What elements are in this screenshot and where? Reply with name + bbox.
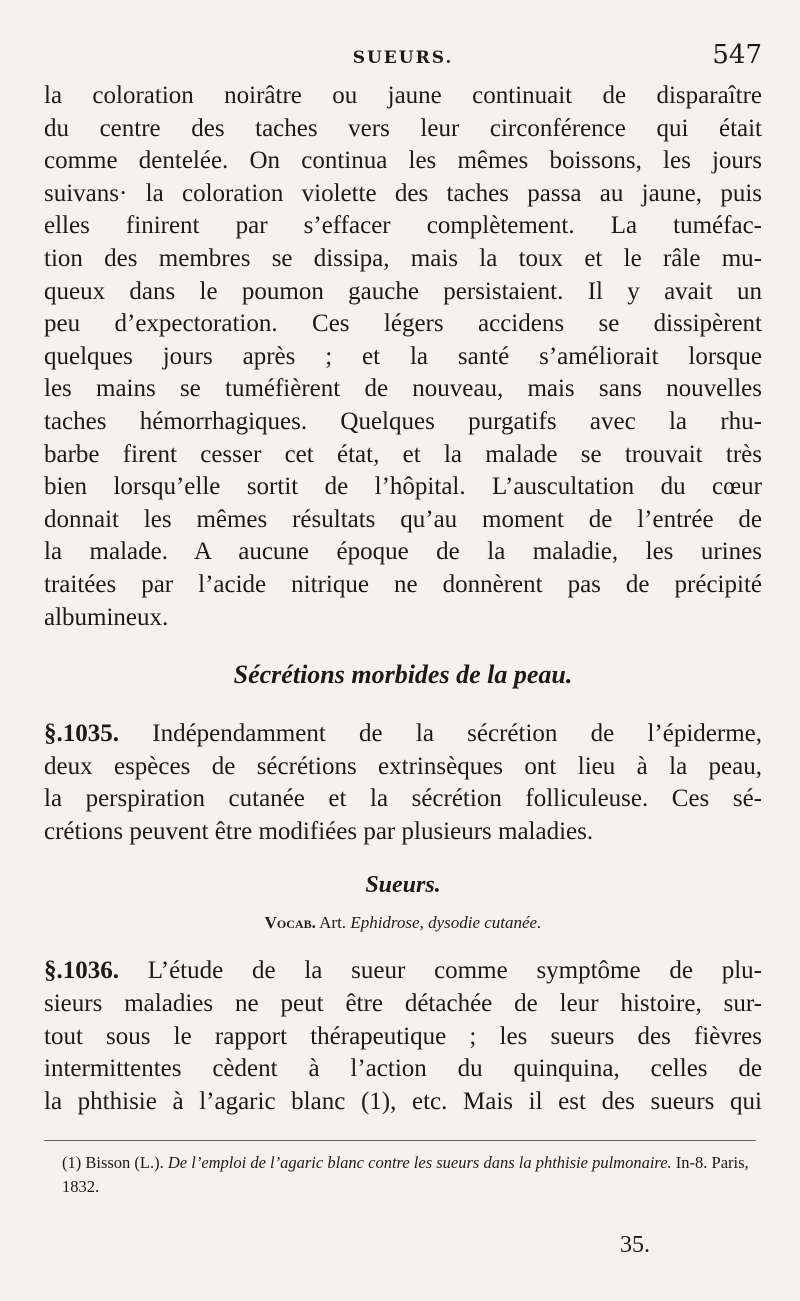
text-line: albumineux. [44,603,169,631]
text-fragment: L’étude de la sueur comme symptôme de plu- [147,957,763,985]
page-number: 547 [712,40,762,70]
text-line: intermittentes cèdent à l’action du quinquina, celles de [44,1055,762,1083]
text-line: barbe firent cesser cet état, et la malade se trouvait très [44,440,762,468]
subheading: Sueurs. [365,872,441,899]
text-line: du centre des taches vers leur circonférence qui était [44,114,762,142]
text-line: quelques jours après ; et la santé s’améliorait lorsque [44,342,762,370]
text-line: traitées par l’acide nitrique ne donnèrent pas de précipité [44,570,762,598]
text-line: taches hémorrhagiques. Quelques purgatifs avec la rhu- [44,407,762,435]
text-fragment: Indépendamment de la sécrétion de l’épiderme, [152,720,763,748]
vocab-art: Art. [319,913,347,933]
text-line: tout sous le rapport thérapeutique ; les sueurs des fièvres [44,1022,762,1050]
signature-mark: 35. [620,1232,650,1258]
vocab-label: Vocab. [264,913,316,933]
section-number: §.1035. [44,720,119,748]
text-line: deux espèces de sécrétions extrinsèques ont lieu à la peau, [44,752,762,780]
text-line: crétions peuvent être modifiées par plusieurs maladies. [44,817,594,845]
paragraph-1035 [44,718,762,848]
vocab-terms: Ephidrose, dysodie cutanée. [350,913,542,933]
footnote-marker: (1) [62,1153,82,1173]
section-heading: Sécrétions morbides de la peau. [233,660,573,690]
text-line: les mains se tuméfièrent de nouveau, mais sans nouvelles [44,375,762,403]
text-line: la phthisie à l’agaric blanc (1), etc. Mais il est des sueurs qui [44,1087,762,1115]
footnote-author: Bisson (L.). [85,1153,164,1173]
text-line [44,955,762,988]
text-line [44,718,762,751]
text-line: tion des membres se dissipa, mais la toux et le râle mu- [44,244,762,272]
section-number: §.1036. [44,957,119,985]
text-line: comme dentelée. On continua les mêmes boissons, les jours [44,147,762,175]
text-line: bien lorsqu’elle sortit de l’hôpital. L’auscultation du cœur [44,473,762,501]
text-line: suivans· la coloration violette des taches passa au jaune, puis [44,179,762,207]
footnote [44,1151,762,1199]
footnote-title: De l’emploi de l’agaric blanc contre les sueurs dans la phthisie pulmonaire. [167,1153,672,1173]
text-line: queux dans le poumon gauche persistaient. Il y avait un [44,277,762,305]
text-line: elles finirent par s’effacer complètement. La tuméfac- [44,212,762,240]
text-line: la coloration noirâtre ou jaune continuait de disparaître [44,82,762,109]
text-line: sieurs maladies ne peut être détachée de leur histoire, sur- [44,990,762,1018]
text-line: la malade. A aucune époque de la maladie, les urines [44,538,762,566]
footnote-divider [44,1140,756,1141]
footnote-imprint: In-8. Paris, 1832. [62,1153,749,1197]
paragraph-1036 [44,955,762,1118]
text-line: peu d’expectoration. Ces légers accidens se dissipèrent [44,310,762,338]
running-head [44,40,762,80]
text-line: la perspiration cutanée et la sécrétion folliculeuse. Ces sé- [44,785,762,813]
text-line: donnait les mêmes résultats qu’au moment de l’entrée de [44,505,762,533]
continuation-paragraph [44,80,762,634]
vocabulary-line [44,913,762,933]
running-title: SUEURS. [352,48,454,68]
